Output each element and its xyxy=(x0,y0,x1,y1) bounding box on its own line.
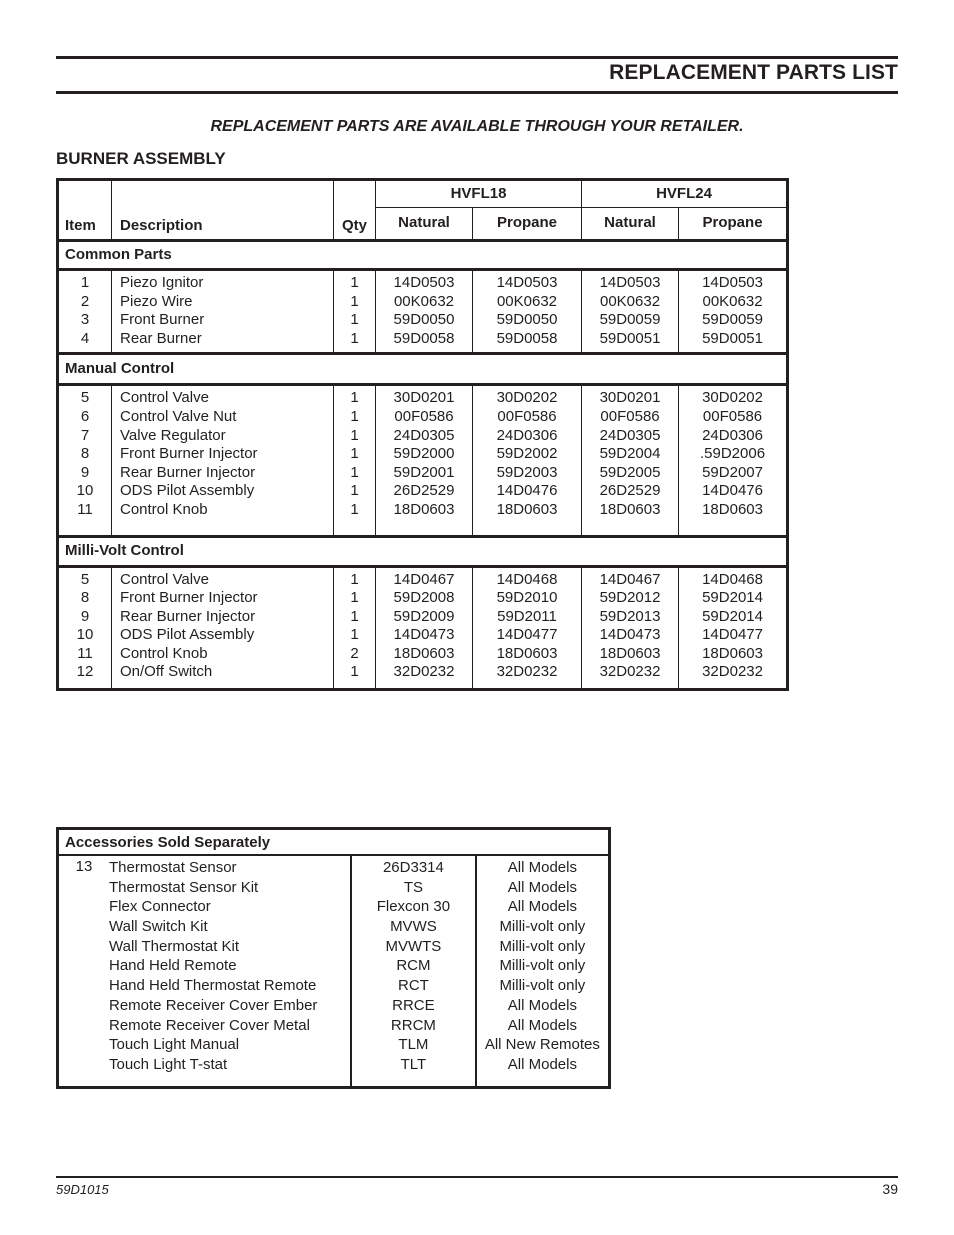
part-hvfl18-natural: 59D2008 xyxy=(393,589,455,607)
header-hvfl24-natural: Natural xyxy=(582,208,679,240)
footer-page-number: 39 xyxy=(882,1181,898,1197)
accessory-models: All Models xyxy=(507,996,577,1014)
item-number: 1 xyxy=(80,274,90,292)
header-hvfl18-propane: Propane xyxy=(473,208,582,240)
part-hvfl24-natural: 59D2013 xyxy=(599,607,661,625)
part-hvfl18-propane: 18D0603 xyxy=(496,644,558,662)
part-description: Front Burner xyxy=(120,311,205,329)
part-description: Front Burner Injector xyxy=(120,445,258,463)
accessory-description: Hand Held Thermostat Remote xyxy=(109,977,317,995)
part-qty: 1 xyxy=(350,589,359,607)
part-hvfl24-natural: 30D0201 xyxy=(599,389,661,407)
accessory-description: Thermostat Sensor xyxy=(109,859,237,876)
part-description: Rear Burner xyxy=(120,329,202,347)
part-description: Piezo Ignitor xyxy=(120,274,204,292)
part-hvfl18-propane: 32D0232 xyxy=(496,663,558,681)
group-parts-block xyxy=(58,385,788,537)
group-parts-block xyxy=(58,566,788,689)
item-number: 11 xyxy=(77,500,93,518)
accessory-part-number: RCM xyxy=(396,957,431,975)
column-hvfl24_natural xyxy=(582,270,679,354)
section-title: BURNER ASSEMBLY xyxy=(56,149,226,168)
part-hvfl24-natural: 14D0467 xyxy=(599,570,661,588)
accessories-header-row xyxy=(58,829,610,856)
item-number: 6 xyxy=(80,407,90,425)
part-hvfl18-natural: 14D0503 xyxy=(393,274,455,292)
part-hvfl18-propane: 14D0476 xyxy=(496,482,558,500)
part-hvfl24-natural: 14D0473 xyxy=(599,626,661,644)
accessory-description: Wall Switch Kit xyxy=(109,918,208,936)
part-hvfl24-natural: 26D2529 xyxy=(599,482,661,500)
group-title: Milli-Volt Control xyxy=(58,537,788,566)
column-hvfl24_natural xyxy=(582,566,679,689)
accessory-models: Milli-volt only xyxy=(499,937,586,955)
burner-parts-table xyxy=(56,178,789,691)
part-hvfl24-propane: .59D2006 xyxy=(699,445,766,463)
accessory-part-number: TLM xyxy=(398,1036,429,1054)
part-hvfl18-natural: 18D0603 xyxy=(393,500,455,518)
part-description: Piezo Wire xyxy=(120,292,193,310)
header-item: Item xyxy=(58,180,112,241)
header-description: Description xyxy=(112,180,334,241)
part-hvfl18-propane: 59D0058 xyxy=(496,329,558,347)
part-hvfl18-natural: 14D0467 xyxy=(393,570,455,588)
accessories-item-number: 13 xyxy=(75,858,93,875)
part-hvfl18-natural: 26D2529 xyxy=(393,482,455,500)
column-item xyxy=(58,566,112,689)
accessory-models: All Models xyxy=(507,1016,577,1034)
part-hvfl24-natural: 24D0305 xyxy=(599,426,661,444)
column-qty xyxy=(334,270,376,354)
group-parts-block xyxy=(58,270,788,354)
column-description xyxy=(112,270,334,354)
item-number: 8 xyxy=(80,445,90,463)
item-number: 2 xyxy=(80,292,90,310)
column-hvfl18_natural xyxy=(376,270,473,354)
part-description: Control Knob xyxy=(120,644,208,662)
part-hvfl18-propane: 14D0503 xyxy=(496,274,558,292)
accessory-description: Remote Receiver Cover Metal xyxy=(109,1016,310,1034)
part-hvfl18-natural: 00K0632 xyxy=(393,292,455,310)
part-hvfl18-propane: 00K0632 xyxy=(496,292,558,310)
accessories-title: Accessories Sold Separately xyxy=(58,829,610,856)
part-description: On/Off Switch xyxy=(120,663,213,681)
column-item xyxy=(58,385,112,537)
part-hvfl18-natural: 59D0050 xyxy=(393,311,455,329)
part-hvfl24-natural: 59D0059 xyxy=(599,311,661,329)
part-description: Control Valve xyxy=(120,570,209,588)
group-title: Common Parts xyxy=(58,240,788,269)
part-hvfl24-propane: 00F0586 xyxy=(702,407,763,425)
part-hvfl24-propane: 59D0059 xyxy=(702,311,763,329)
footer-rule xyxy=(56,1176,898,1178)
part-hvfl18-natural: 59D2001 xyxy=(393,463,455,481)
item-number: 3 xyxy=(80,311,90,329)
part-hvfl18-natural: 14D0473 xyxy=(393,626,455,644)
part-hvfl18-propane: 59D2011 xyxy=(497,607,557,625)
item-number: 8 xyxy=(80,589,90,607)
item-number: 5 xyxy=(80,389,90,407)
part-hvfl18-natural: 30D0201 xyxy=(393,389,455,407)
accessory-description: Touch Light T-stat xyxy=(109,1055,228,1073)
part-description: Control Knob xyxy=(120,500,208,518)
accessory-part-number: TS xyxy=(403,878,423,896)
part-hvfl18-natural: 18D0603 xyxy=(393,644,455,662)
part-description: Control Valve xyxy=(120,389,209,407)
part-hvfl18-propane: 00F0586 xyxy=(497,407,557,425)
part-hvfl24-natural: 18D0603 xyxy=(599,644,661,662)
item-number: 5 xyxy=(80,570,90,588)
part-qty: 1 xyxy=(350,407,359,425)
header-hvfl24-propane: Propane xyxy=(679,208,788,240)
part-hvfl18-propane: 30D0202 xyxy=(496,389,558,407)
part-description: Rear Burner Injector xyxy=(120,607,256,625)
column-hvfl24_natural xyxy=(582,385,679,537)
item-number: 4 xyxy=(80,329,90,347)
accessory-models: All New Remotes xyxy=(484,1036,600,1054)
part-hvfl24-propane: 30D0202 xyxy=(702,389,763,407)
part-hvfl24-propane: 14D0468 xyxy=(702,570,763,588)
part-qty: 1 xyxy=(350,445,359,463)
accessory-part-number: RRCE xyxy=(392,996,435,1014)
part-hvfl18-natural: 32D0232 xyxy=(393,663,455,681)
accessory-part-number: MVWTS xyxy=(385,937,442,955)
part-hvfl24-propane: 18D0603 xyxy=(702,644,763,662)
part-qty: 1 xyxy=(350,426,359,444)
part-hvfl24-natural: 59D2005 xyxy=(599,463,661,481)
part-hvfl24-natural: 59D0051 xyxy=(599,329,661,347)
header-rule-top xyxy=(56,56,898,59)
part-hvfl18-propane: 24D0306 xyxy=(496,426,558,444)
part-hvfl18-natural: 00F0586 xyxy=(394,407,454,425)
part-hvfl24-natural: 59D2012 xyxy=(599,589,661,607)
accessory-models: Milli-volt only xyxy=(499,977,586,995)
part-qty: 1 xyxy=(350,607,359,625)
header-model-hvfl18: HVFL18 xyxy=(376,180,582,208)
part-hvfl24-natural: 00K0632 xyxy=(599,292,661,310)
part-hvfl24-natural: 14D0503 xyxy=(599,274,661,292)
table-header-row-models xyxy=(58,180,788,208)
accessory-part-number: MVWS xyxy=(390,918,437,936)
part-hvfl24-propane: 24D0306 xyxy=(702,426,763,444)
column-hvfl18_propane xyxy=(473,270,582,354)
item-number: 9 xyxy=(80,463,90,481)
part-description: ODS Pilot Assembly xyxy=(120,626,255,644)
item-number: 11 xyxy=(77,644,93,662)
part-hvfl18-propane: 18D0603 xyxy=(496,500,558,518)
part-qty: 1 xyxy=(350,463,359,481)
part-hvfl18-propane: 14D0468 xyxy=(496,570,558,588)
item-number: 10 xyxy=(76,626,94,644)
part-hvfl24-propane: 59D2007 xyxy=(702,463,763,481)
accessory-models: Milli-volt only xyxy=(499,957,586,975)
column-item xyxy=(58,270,112,354)
footer-doc-code: 59D1015 xyxy=(56,1182,109,1197)
part-qty: 1 xyxy=(350,389,359,407)
part-qty: 1 xyxy=(350,663,359,681)
accessories-body-row xyxy=(58,855,610,1088)
part-hvfl24-propane: 59D2014 xyxy=(702,607,763,625)
part-hvfl18-propane: 14D0477 xyxy=(496,626,558,644)
part-qty: 1 xyxy=(350,482,359,500)
part-description: Front Burner Injector xyxy=(120,589,258,607)
part-hvfl24-propane: 32D0232 xyxy=(702,663,763,681)
group-header-row xyxy=(58,240,788,269)
part-hvfl18-propane: 59D2003 xyxy=(496,463,558,481)
part-hvfl18-natural: 24D0305 xyxy=(393,426,455,444)
column-hvfl18_natural xyxy=(376,566,473,689)
part-hvfl18-natural: 59D2000 xyxy=(393,445,455,463)
accessory-description: Wall Thermostat Kit xyxy=(109,937,240,955)
part-hvfl24-propane: 14D0477 xyxy=(702,626,763,644)
accessory-models: All Models xyxy=(507,878,577,896)
column-qty xyxy=(334,385,376,537)
group-header-row xyxy=(58,537,788,566)
part-description: Valve Regulator xyxy=(120,426,226,444)
part-hvfl18-propane: 59D0050 xyxy=(496,311,558,329)
part-qty: 1 xyxy=(350,274,359,292)
part-qty: 1 xyxy=(350,292,359,310)
part-hvfl24-propane: 00K0632 xyxy=(702,292,763,310)
part-qty: 1 xyxy=(350,329,359,347)
header-hvfl18-natural: Natural xyxy=(376,208,473,240)
part-qty: 2 xyxy=(350,644,359,662)
part-hvfl24-propane: 14D0476 xyxy=(702,482,763,500)
group-header-row xyxy=(58,354,788,385)
accessories-descriptions xyxy=(109,858,317,1075)
accessory-part-number: 26D3314 xyxy=(382,859,444,876)
accessory-models: All Models xyxy=(507,859,577,876)
header-rule-bottom xyxy=(56,91,898,94)
column-hvfl18_propane xyxy=(473,566,582,689)
part-hvfl18-natural: 59D0058 xyxy=(393,329,455,347)
part-qty: 1 xyxy=(350,500,359,518)
burner-table-body xyxy=(58,180,788,690)
part-hvfl24-natural: 18D0603 xyxy=(599,500,661,518)
item-number: 9 xyxy=(80,607,90,625)
accessory-description: Hand Held Remote xyxy=(109,957,237,975)
header-model-hvfl24: HVFL24 xyxy=(582,180,788,208)
item-number: 12 xyxy=(76,663,94,681)
column-hvfl24_propane xyxy=(679,385,788,537)
accessory-description: Remote Receiver Cover Ember xyxy=(109,996,318,1014)
accessory-description: Touch Light Manual xyxy=(109,1036,240,1054)
part-description: Rear Burner Injector xyxy=(120,463,256,481)
accessory-description: Flex Connector xyxy=(109,898,211,916)
part-hvfl24-propane: 59D0051 xyxy=(702,329,763,347)
accessories-part-numbers xyxy=(351,855,476,1088)
group-title: Manual Control xyxy=(58,354,788,385)
accessory-part-number: RCT xyxy=(397,977,429,995)
accessory-part-number: RRCM xyxy=(390,1016,436,1034)
column-hvfl18_natural xyxy=(376,385,473,537)
column-hvfl18_propane xyxy=(473,385,582,537)
column-hvfl24_propane xyxy=(679,270,788,354)
accessory-part-number: Flexcon 30 xyxy=(376,898,451,916)
availability-note: REPLACEMENT PARTS ARE AVAILABLE THROUGH YOUR RETAILER. xyxy=(210,118,744,135)
item-number: 10 xyxy=(76,482,94,500)
accessories-table xyxy=(56,827,611,1089)
accessory-models: All Models xyxy=(507,1055,577,1073)
accessory-models: Milli-volt only xyxy=(499,918,586,936)
part-hvfl24-propane: 59D2014 xyxy=(702,589,763,607)
header-qty: Qty xyxy=(334,180,376,241)
column-description xyxy=(112,566,334,689)
accessory-part-number: TLT xyxy=(400,1055,427,1073)
column-description xyxy=(112,385,334,537)
column-hvfl24_propane xyxy=(679,566,788,689)
part-description: ODS Pilot Assembly xyxy=(120,482,255,500)
part-hvfl24-propane: 14D0503 xyxy=(702,274,763,292)
accessory-description: Thermostat Sensor Kit xyxy=(109,878,259,896)
part-hvfl24-natural: 00F0586 xyxy=(600,407,660,425)
item-number: 7 xyxy=(80,426,90,444)
part-hvfl18-natural: 59D2009 xyxy=(393,607,455,625)
accessory-models: All Models xyxy=(507,898,577,916)
part-description: Control Valve Nut xyxy=(120,407,237,425)
accessories-models xyxy=(476,855,610,1088)
part-hvfl18-propane: 59D2010 xyxy=(496,589,558,607)
page-title: REPLACEMENT PARTS LIST xyxy=(609,61,898,84)
part-qty: 1 xyxy=(350,626,359,644)
part-hvfl18-propane: 59D2002 xyxy=(496,445,558,463)
column-qty xyxy=(334,566,376,689)
part-hvfl24-propane: 18D0603 xyxy=(702,500,763,518)
part-hvfl24-natural: 32D0232 xyxy=(599,663,661,681)
part-qty: 1 xyxy=(350,570,359,588)
part-qty: 1 xyxy=(350,311,359,329)
part-hvfl24-natural: 59D2004 xyxy=(599,445,661,463)
